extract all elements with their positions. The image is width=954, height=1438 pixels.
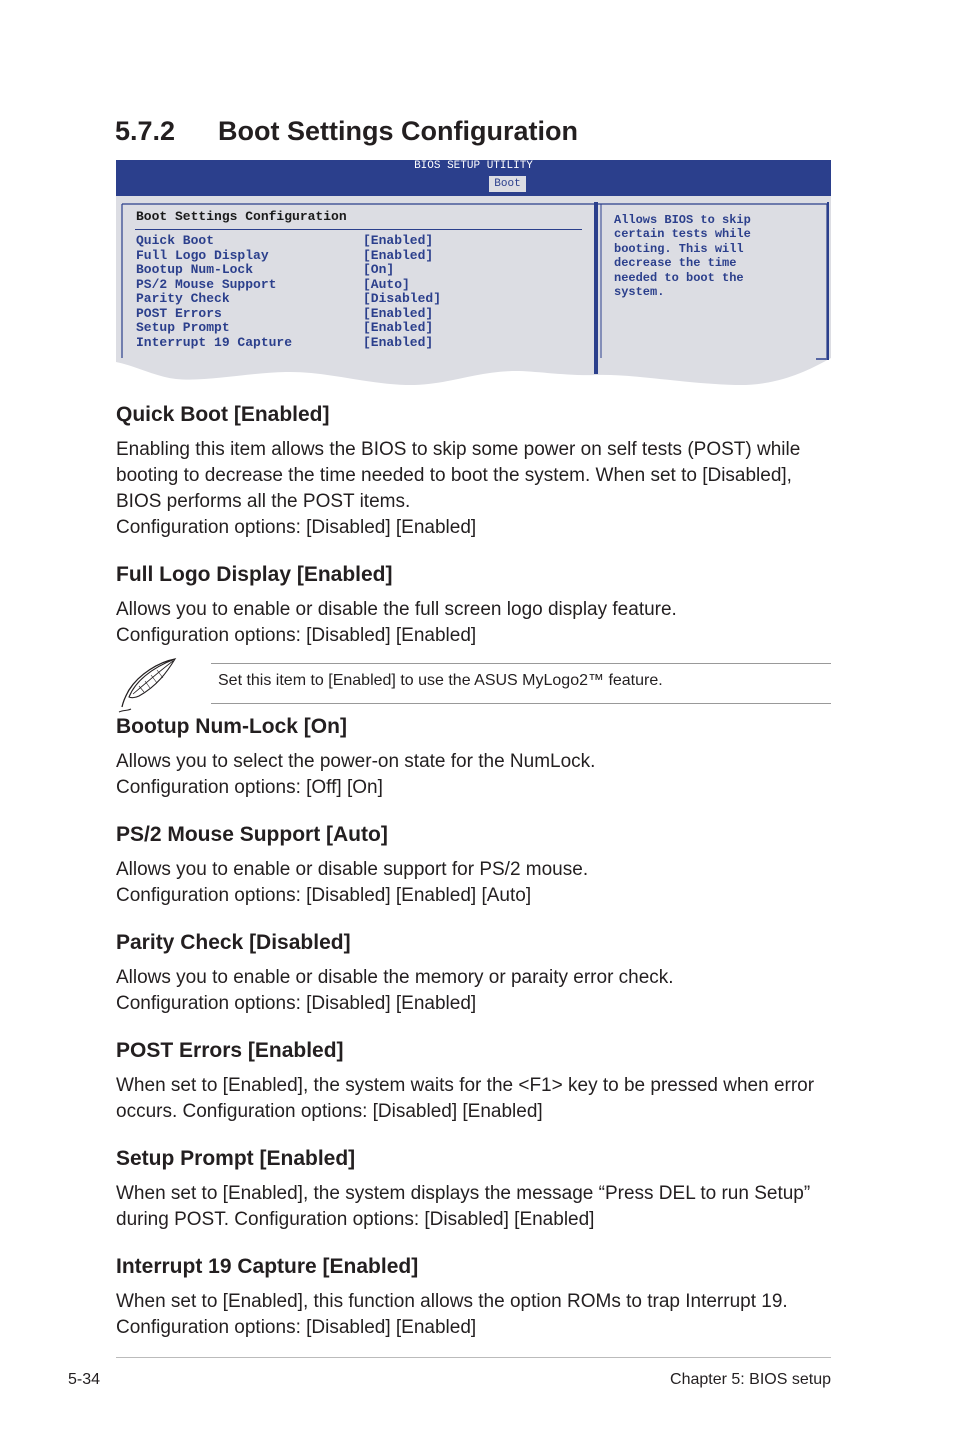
heading-post-errors: POST Errors [Enabled] xyxy=(116,1039,344,1062)
bios-header xyxy=(116,160,831,196)
bios-help-line: booting. This will xyxy=(614,241,744,256)
paragraph-ps2-mouse-support xyxy=(116,857,836,909)
bios-tab-boot[interactable]: Boot xyxy=(489,176,526,192)
bios-item-name: Setup Prompt xyxy=(136,320,230,335)
bios-item-name: Bootup Num-Lock xyxy=(136,262,254,277)
bios-item-interrupt-19-capture[interactable] xyxy=(136,336,586,351)
bios-item-name: PS/2 Mouse Support xyxy=(136,276,277,292)
note-text: Set this item to [Enabled] to use the ASUS MyLogo2™ feature. xyxy=(218,672,663,689)
text-line: Allows you to enable or disable the full screen logo display feature. xyxy=(116,599,677,620)
bios-item-quick-boot[interactable] xyxy=(136,234,586,249)
heading-interrupt-19-capture: Interrupt 19 Capture [Enabled] xyxy=(116,1255,419,1278)
bios-item-setup-prompt[interactable] xyxy=(136,321,586,336)
paragraph-quick-boot xyxy=(116,437,836,541)
heading-full-logo-display: Full Logo Display [Enabled] xyxy=(116,563,393,586)
bios-item-value: [Disabled] xyxy=(363,291,442,306)
bios-item-value: [On] xyxy=(363,262,395,277)
page-number: 5-34 xyxy=(68,1371,101,1388)
bios-help-line: system. xyxy=(614,285,665,300)
bios-item-name: Quick Boot xyxy=(136,233,215,248)
text-line: Configuration options: [Disabled] [Enabled] xyxy=(116,1317,477,1338)
text-line: Configuration options: [Disabled] [Enabled] xyxy=(116,517,477,538)
paragraph-full-logo-display xyxy=(116,597,836,649)
text-line: When set to [Enabled], the system waits for the <F1> key to be pressed when error xyxy=(116,1075,815,1096)
bios-item-name: POST Errors xyxy=(136,305,222,321)
text-line: Allows you to enable or disable support for PS/2 mouse. xyxy=(116,859,589,880)
bios-item-full-logo-display[interactable] xyxy=(136,249,586,264)
paragraph-setup-prompt xyxy=(116,1181,836,1233)
bios-item-ps2-mouse-support[interactable] xyxy=(136,278,586,293)
bios-item-value: [Enabled] xyxy=(363,305,434,321)
text-line: Configuration options: [Disabled] [Enabled] xyxy=(116,625,477,646)
bios-item-value: [Auto] xyxy=(363,276,410,292)
bios-panel-title: Boot Settings Configuration xyxy=(136,209,347,224)
bios-item-parity-check[interactable] xyxy=(136,292,586,307)
bios-utility-title: BIOS SETUP UTILITY xyxy=(414,160,533,172)
heading-bootup-num-lock: Bootup Num-Lock [On] xyxy=(116,715,347,738)
bios-item-list xyxy=(136,234,586,350)
bios-item-value: [Enabled] xyxy=(363,247,434,263)
bios-help-line: needed to boot the xyxy=(614,270,744,285)
text-line: Allows you to select the power-on state for the NumLock. xyxy=(116,751,596,772)
text-line: Allows you to enable or disable the memory or paraity error check. xyxy=(116,967,674,988)
heading-ps2-mouse-support: PS/2 Mouse Support [Auto] xyxy=(116,823,388,846)
bios-item-name: Interrupt 19 Capture xyxy=(136,334,293,350)
text-line: Configuration options: [Off] [On] xyxy=(116,777,383,798)
feather-quill-icon xyxy=(117,656,179,714)
bios-title-rule xyxy=(135,229,582,230)
text-line: Configuration options: [Disabled] [Enabled] xyxy=(116,993,477,1014)
text-line: occurs. Configuration options: [Disabled] [Enabled] xyxy=(116,1101,543,1122)
text-line: during POST. Configuration options: [Disabled] [Enabled] xyxy=(116,1209,595,1230)
bios-item-post-errors[interactable] xyxy=(136,307,586,322)
bios-help-line: certain tests while xyxy=(614,227,751,242)
text-line: When set to [Enabled], this function allows the option ROMs to trap Interrupt 19. xyxy=(116,1291,788,1312)
chapter-label: Chapter 5: BIOS setup xyxy=(670,1371,831,1388)
bios-item-name: Parity Check xyxy=(136,291,230,306)
heading-setup-prompt: Setup Prompt [Enabled] xyxy=(116,1147,356,1170)
bios-help-line: Allows BIOS to skip xyxy=(614,213,751,227)
bios-item-bootup-num-lock[interactable] xyxy=(136,263,586,278)
paragraph-post-errors xyxy=(116,1073,836,1125)
section-number: 5.7.2 xyxy=(115,116,176,146)
bios-item-value: [Enabled] xyxy=(363,233,434,248)
paragraph-parity-check xyxy=(116,965,836,1017)
section-title: Boot Settings Configuration xyxy=(218,116,578,146)
heading-parity-check: Parity Check [Disabled] xyxy=(116,931,351,954)
text-line: booting to decrease the time needed to boot the system. When set to [Disabled], xyxy=(116,465,792,486)
bios-item-value: [Enabled] xyxy=(363,334,434,350)
text-line: Configuration options: [Disabled] [Enabled] [Auto] xyxy=(116,885,532,906)
paragraph-interrupt-19-capture xyxy=(116,1289,836,1341)
bios-screenshot xyxy=(116,160,831,390)
text-line: BIOS performs all the POST items. xyxy=(116,491,411,512)
footer-rule xyxy=(116,1357,831,1358)
note-rule-bottom xyxy=(211,703,831,704)
note-rule-top xyxy=(211,663,831,664)
paragraph-bootup-num-lock xyxy=(116,749,836,801)
bios-item-name: Full Logo Display xyxy=(136,247,269,263)
bios-item-value: [Enabled] xyxy=(363,320,434,335)
heading-quick-boot: Quick Boot [Enabled] xyxy=(116,403,330,426)
bios-help-line: decrease the time xyxy=(614,256,737,271)
text-line: When set to [Enabled], the system displays the message “Press DEL to run Setup” xyxy=(116,1183,811,1204)
bios-help-text xyxy=(614,213,814,299)
text-line: Enabling this item allows the BIOS to skip some power on self tests (POST) while xyxy=(116,439,801,460)
